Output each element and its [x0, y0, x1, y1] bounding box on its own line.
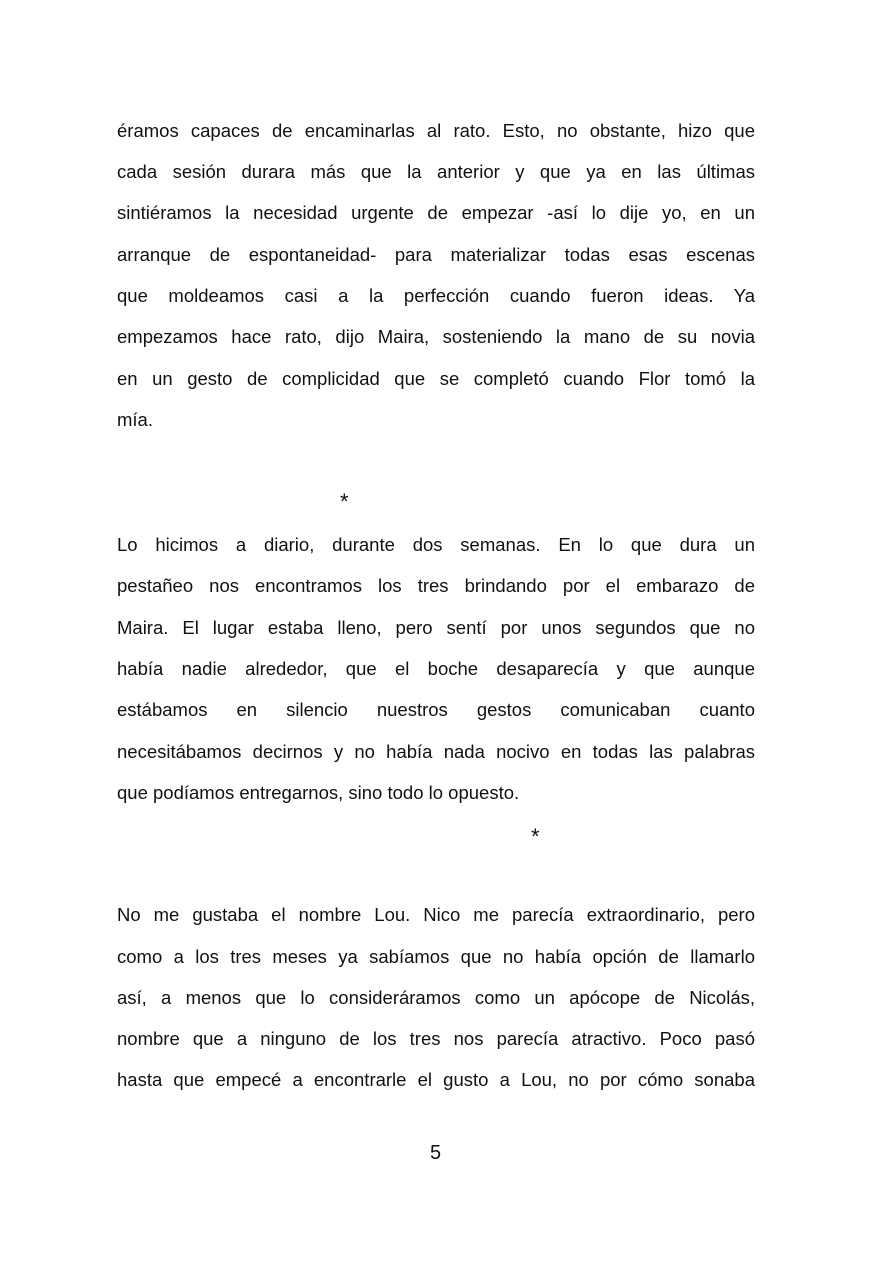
- text-line: había nadie alrededor, que el boche desaparecía y que aunque: [117, 658, 755, 679]
- text-line: necesitábamos decirnos y no había nada nocivo en todas las palabras: [117, 741, 755, 762]
- page-number: 5: [430, 1142, 442, 1164]
- text-line: hasta que empecé a encontrarle el gusto a Lou, no por cómo sonaba: [117, 1069, 755, 1090]
- text-line: pestañeo nos encontramos los tres brindando por el embarazo de: [117, 575, 755, 596]
- text-line: que moldeamos casi a la perfección cuando fueron ideas. Ya: [117, 285, 755, 306]
- text-line: mía.: [117, 409, 153, 430]
- text-line: No me gustaba el nombre Lou. Nico me parecía extraordinario, pero: [117, 904, 755, 925]
- text-line: arranque de espontaneidad- para materializar todas esas escenas: [117, 244, 755, 265]
- text-line: en un gesto de complicidad que se completó cuando Flor tomó la: [117, 368, 755, 389]
- text-line: empezamos hace rato, dijo Maira, sosteniendo la mano de su novia: [117, 326, 755, 347]
- text-line: cada sesión durara más que la anterior y que ya en las últimas: [117, 161, 755, 182]
- text-line: estábamos en silencio nuestros gestos comunicaban cuanto: [117, 699, 755, 720]
- text-line: Maira. El lugar estaba lleno, pero sentí por unos segundos que no: [117, 617, 755, 638]
- text-line: nombre que a ninguno de los tres nos parecía atractivo. Poco pasó: [117, 1028, 755, 1049]
- section-separator: *: [340, 489, 349, 514]
- text-line: como a los tres meses ya sabíamos que no había opción de llamarlo: [117, 946, 755, 967]
- text-line: Lo hicimos a diario, durante dos semanas. En lo que dura un: [117, 534, 755, 555]
- text-line: sintiéramos la necesidad urgente de empezar -así lo dije yo, en un: [117, 202, 755, 223]
- section-separator: *: [531, 824, 540, 849]
- text-line: así, a menos que lo consideráramos como un apócope de Nicolás,: [117, 987, 755, 1008]
- text-line: que podíamos entregarnos, sino todo lo opuesto.: [117, 782, 520, 803]
- text-line: éramos capaces de encaminarlas al rato. Esto, no obstante, hizo que: [117, 120, 755, 141]
